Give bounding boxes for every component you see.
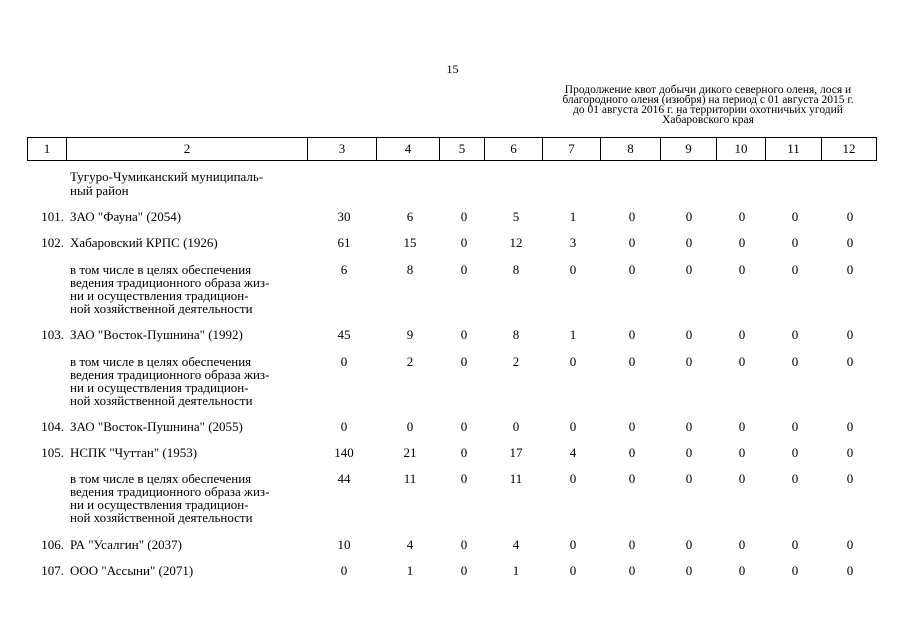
row-value-col-12: 0 [846,419,854,434]
row-name-line: ООО "Ассыни" (2071) [70,563,194,578]
row-value-col-9: 0 [685,419,693,434]
row-number: 105. [41,445,64,460]
row-value-col-12: 0 [846,209,854,224]
row-value-col-10: 0 [738,327,746,342]
row-value-col-8: 0 [628,563,636,578]
row-name-line: ни и осуществления традицион- [70,380,249,395]
row-value-col-8: 0 [628,537,636,552]
row-value-col-8: 0 [628,354,636,369]
row-value-col-7: 4 [569,445,577,460]
row-value-col-4: 11 [403,471,417,486]
row-name [70,263,310,315]
row-value-col-12: 0 [846,262,854,277]
row-value-col-4: 6 [406,209,414,224]
row-value-col-3: 10 [337,537,351,552]
column-header: 2 [67,138,308,161]
row-value-col-7: 3 [569,235,577,250]
row-value-col-10: 0 [738,445,746,460]
row-value-col-5: 0 [460,537,468,552]
row-value-col-11: 0 [791,471,799,486]
row-value-col-11: 0 [791,235,799,250]
row-value-col-10: 0 [738,419,746,434]
row-name-line: в том числе в целях обеспечения [70,262,252,277]
row-value-col-6: 2 [512,354,520,369]
caption-line: Хабаровского края [662,114,754,126]
row-name-line: Хабаровский КРПС (1926) [70,235,218,250]
row-number: 107. [41,563,64,578]
row-value-col-11: 0 [791,262,799,277]
row-value-col-6: 8 [512,327,520,342]
row-name [70,420,310,433]
row-value-col-10: 0 [738,537,746,552]
row-name [70,472,310,524]
row-name-line: ни и осуществления традицион- [70,288,249,303]
column-header: 11 [766,138,822,161]
row-value-col-12: 0 [846,354,854,369]
row-value-col-3: 45 [337,327,351,342]
row-value-col-10: 0 [738,471,746,486]
row-value-col-7: 1 [569,209,577,224]
row-value-col-3: 44 [337,471,351,486]
row-value-col-12: 0 [846,235,854,250]
row-value-col-12: 0 [846,445,854,460]
row-value-col-7: 0 [569,262,577,277]
row-value-col-12: 0 [846,563,854,578]
row-value-col-10: 0 [738,563,746,578]
row-name-line: ЗАО "Восток-Пушнина" (1992) [70,327,243,342]
row-value-col-11: 0 [791,537,799,552]
row-value-col-7: 0 [569,419,577,434]
row-value-col-5: 0 [460,354,468,369]
row-name-line: ведения традиционного образа жиз- [70,367,270,382]
column-header: 9 [661,138,717,161]
row-value-col-6: 11 [509,471,523,486]
row-value-col-5: 0 [460,419,468,434]
row-value-col-5: 0 [460,235,468,250]
row-name-line: в том числе в целях обеспечения [70,354,252,369]
row-value-col-6: 0 [512,419,520,434]
row-value-col-8: 0 [628,235,636,250]
row-value-col-12: 0 [846,327,854,342]
row-value-col-4: 21 [403,445,417,460]
row-value-col-8: 0 [628,262,636,277]
row-value-col-5: 0 [460,209,468,224]
page-number: 15 [446,62,459,76]
row-value-col-6: 17 [509,445,523,460]
section-title-line: Тугуро-Чумиканский муниципаль- [70,169,264,184]
row-value-col-6: 1 [512,563,520,578]
row-value-col-5: 0 [460,445,468,460]
row-name [70,538,310,551]
row-value-col-11: 0 [791,563,799,578]
row-value-col-9: 0 [685,235,693,250]
row-name [70,355,310,407]
row-value-col-8: 0 [628,209,636,224]
caption-line: Продолжение квот добычи дикого северного оленя, лося и [564,84,852,96]
row-value-col-8: 0 [628,471,636,486]
row-value-col-9: 0 [685,209,693,224]
row-value-col-5: 0 [460,471,468,486]
row-value-col-9: 0 [685,471,693,486]
row-value-col-11: 0 [791,445,799,460]
row-value-col-9: 0 [685,262,693,277]
caption-line: до 01 августа 2016 г. на территории охотничьих угодий [573,104,843,116]
row-value-col-7: 0 [569,471,577,486]
column-header: 3 [308,138,377,161]
row-name-line: РА "Усалгин" (2037) [70,537,182,552]
row-value-col-10: 0 [738,262,746,277]
row-value-col-3: 61 [337,235,351,250]
row-value-col-3: 140 [334,445,354,460]
row-value-col-6: 5 [512,209,520,224]
column-header: 6 [485,138,543,161]
row-value-col-8: 0 [628,327,636,342]
row-name [70,236,310,249]
row-value-col-9: 0 [685,537,693,552]
row-value-col-6: 4 [512,537,520,552]
row-value-col-4: 0 [406,419,414,434]
row-value-col-4: 8 [406,262,414,277]
row-name [70,564,310,577]
row-value-col-12: 0 [846,471,854,486]
column-header: 4 [377,138,440,161]
row-name-line: ной хозяйственной деятельности [70,393,253,408]
row-value-col-7: 1 [569,327,577,342]
row-value-col-12: 0 [846,537,854,552]
row-name-line: ни и осуществления традицион- [70,497,249,512]
section-title-line: ный район [70,183,129,198]
section-title [70,170,310,198]
row-name-line: ЗАО "Восток-Пушнина" (2055) [70,419,243,434]
row-value-col-9: 0 [685,327,693,342]
column-header: 8 [601,138,661,161]
row-name-line: ной хозяйственной деятельности [70,301,253,316]
row-value-col-5: 0 [460,262,468,277]
table-caption [533,85,883,125]
row-value-col-10: 0 [738,354,746,369]
row-value-col-7: 0 [569,537,577,552]
row-name [70,446,310,459]
row-value-col-5: 0 [460,563,468,578]
row-name-line: ной хозяйственной деятельности [70,510,253,525]
row-name-line: в том числе в целях обеспечения [70,471,252,486]
row-value-col-8: 0 [628,419,636,434]
column-header: 1 [28,138,67,161]
row-value-col-9: 0 [685,445,693,460]
row-name-line: ЗАО "Фауна" (2054) [70,209,182,224]
row-number: 106. [41,537,64,552]
row-value-col-5: 0 [460,327,468,342]
row-value-col-7: 0 [569,354,577,369]
row-value-col-6: 8 [512,262,520,277]
row-name-line: ведения традиционного образа жиз- [70,275,270,290]
row-value-col-11: 0 [791,209,799,224]
row-value-col-3: 30 [337,209,351,224]
row-number: 103. [41,327,64,342]
row-value-col-11: 0 [791,419,799,434]
row-value-col-3: 0 [340,563,348,578]
row-value-col-3: 0 [340,419,348,434]
row-value-col-3: 6 [340,262,348,277]
row-name-line: ведения традиционного образа жиз- [70,484,270,499]
row-value-col-6: 12 [509,235,523,250]
row-value-col-3: 0 [340,354,348,369]
row-value-col-11: 0 [791,327,799,342]
row-number: 104. [41,419,64,434]
row-value-col-10: 0 [738,235,746,250]
column-header: 10 [717,138,766,161]
column-header-row [28,138,877,161]
row-value-col-7: 0 [569,563,577,578]
row-name-line: НСПК "Чуттан" (1953) [70,445,198,460]
row-value-col-11: 0 [791,354,799,369]
row-name [70,210,310,223]
row-value-col-4: 4 [406,537,414,552]
column-header: 12 [822,138,877,161]
row-value-col-4: 2 [406,354,414,369]
row-value-col-4: 1 [406,563,414,578]
row-value-col-8: 0 [628,445,636,460]
row-value-col-9: 0 [685,354,693,369]
row-value-col-9: 0 [685,563,693,578]
row-number: 102. [41,235,64,250]
row-name [70,328,310,341]
column-header: 5 [440,138,485,161]
column-header-table [27,137,877,161]
row-value-col-4: 15 [403,235,417,250]
caption-line: благородного оленя (изюбря) на период с 01 августа 2015 г. [562,94,854,106]
row-value-col-4: 9 [406,327,414,342]
row-value-col-10: 0 [738,209,746,224]
column-header: 7 [543,138,601,161]
row-number: 101. [41,209,64,224]
